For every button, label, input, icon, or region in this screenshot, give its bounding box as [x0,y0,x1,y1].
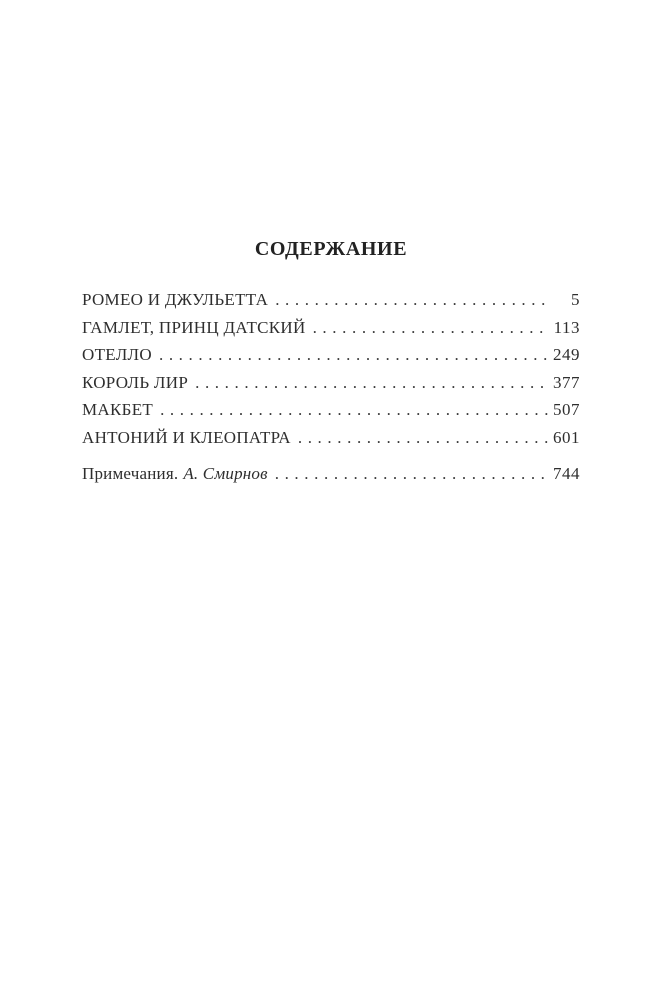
toc-row [82,314,580,342]
toc-entry-label: РОМЕО И ДЖУЛЬЕТТА [82,290,269,309]
toc-entry-page-number: 744 [553,464,580,483]
toc-entry-page-number: 113 [553,317,580,337]
toc-row [82,286,580,314]
dot-leader [313,314,548,342]
toc-entry-page-number: 507 [553,400,580,419]
toc-list [82,286,580,488]
toc-entry-label: ОТЕЛЛО [82,345,152,364]
toc-entry-page-number: 5 [571,290,580,309]
toc-content [82,239,580,488]
page-title: СОДЕРЖАНИЕ [254,238,408,260]
toc-entry-page-number: 601 [553,427,580,447]
toc-row [82,341,580,369]
toc-entry-label: ГАМЛЕТ, ПРИНЦ ДАТСКИЙ [82,317,306,337]
toc-row [82,369,580,397]
dot-leader [275,460,548,488]
toc-entry-label: МАКБЕТ [82,400,154,419]
toc-entry-label: АНТОНИЙ И КЛЕОПАТРА [82,427,291,447]
toc-row [82,396,580,424]
dot-leader [195,369,548,397]
notes-author: А. Смирнов [183,464,268,483]
dot-leader [159,341,548,369]
toc-entry-page-number: 377 [553,372,580,392]
toc-row [82,424,580,452]
toc-entry-page-number: 249 [553,345,580,364]
toc-entry-label: КОРОЛЬ ЛИР [82,372,189,392]
notes-label: Примечания. [82,464,179,483]
dot-leader [160,396,548,424]
dot-leader [298,424,548,452]
dot-leader [275,286,548,314]
toc-row-notes [82,460,580,488]
